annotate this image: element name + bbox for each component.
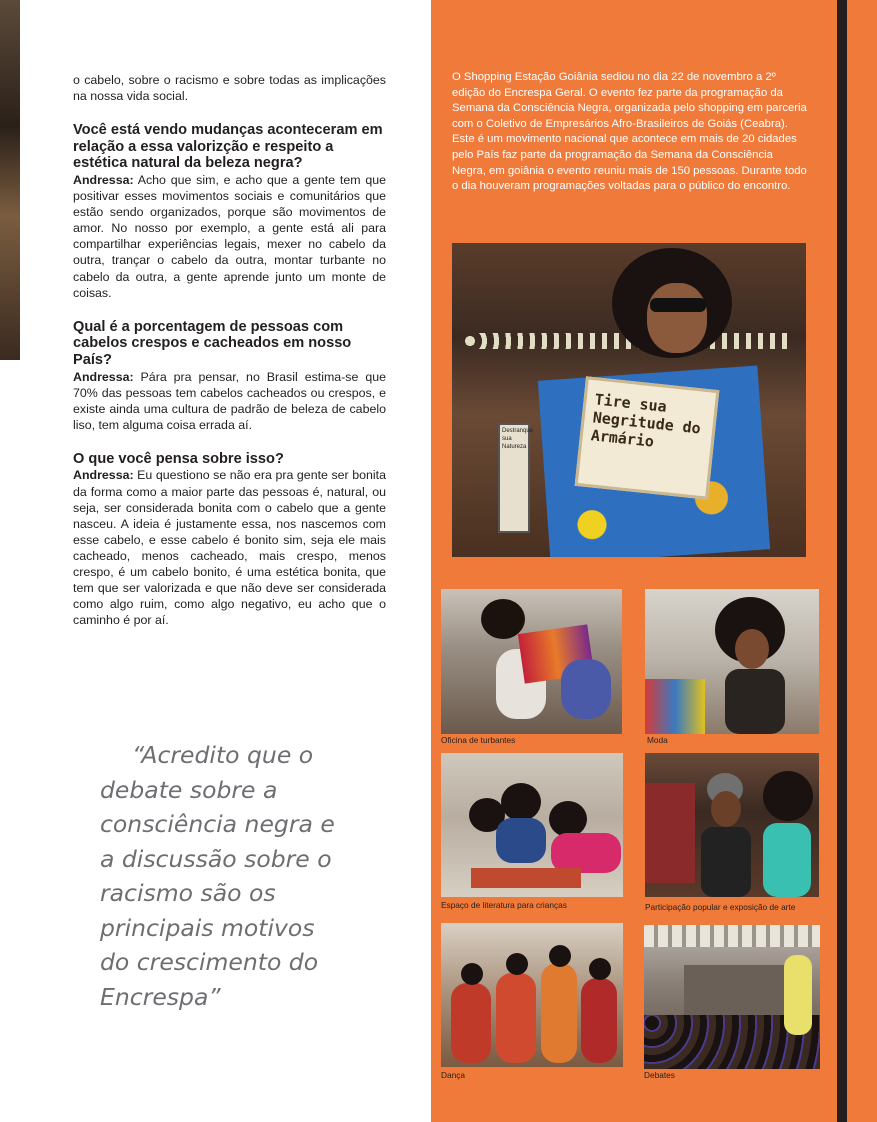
pull-quote-text: “Acredito que o debate sobre a consciência negra e a discussão sobre o racismo são os principais motivos do crescimento do Encrespa” bbox=[100, 741, 335, 1011]
answer-text: Eu questiono se não era pra gente ser bonita da forma como a maior parte das pessoas é, natural, ou seja, ser considerada bonita com o cabelo que a gente nasceu. A ideia é justamente essa, nos nascemos com esse cabelo, e esse cabelo é bonito sim, seja ele mais cacheado, menos cacheado, mais crespo, menos crespo, é um cabelo bonito, é uma estética bonita, que tem que ser valorizada e que não deve ser considerada como algo ruim, como algo negativo, eu acho que o caminho é por aí. bbox=[73, 468, 386, 628]
answer-3 bbox=[73, 467, 386, 628]
main-photo bbox=[452, 243, 806, 557]
cropped-photo-edge bbox=[0, 0, 20, 360]
caption-debates: Debates bbox=[644, 1070, 675, 1080]
caption-oficina-turbantes: Oficina de turbantes bbox=[441, 735, 516, 745]
photo-person-face bbox=[647, 283, 707, 353]
speaker-label: Andressa: bbox=[73, 468, 134, 483]
answer-1 bbox=[73, 172, 386, 301]
orange-edge-strip bbox=[847, 0, 877, 1122]
caption-danca: Dança bbox=[441, 1070, 465, 1080]
answer-text: Pára pra pensar, no Brasil estima-se que 70% das pessoas tem cabelos cacheados ou crespos, e existe ainda uma cultura de padrão de beleza de cabelo liso, tem alguma coisa errada aí. bbox=[73, 369, 386, 432]
answer-2 bbox=[73, 369, 386, 433]
photo-sign: Tire sua Negritude do Armário bbox=[575, 376, 720, 499]
interview-intro-text: o cabelo, sobre o racismo e sobre todas as implicações na nossa vida social. bbox=[73, 73, 386, 104]
photo-moda bbox=[645, 589, 819, 734]
photo-participacao-popular bbox=[645, 753, 819, 897]
caption-moda: Moda bbox=[647, 735, 668, 745]
pull-quote bbox=[100, 738, 340, 1014]
dark-vertical-bar bbox=[837, 0, 847, 1122]
photo-debates bbox=[644, 925, 820, 1069]
speaker-label: Andressa: bbox=[73, 172, 134, 187]
side-sign: Destranque sua Natureza bbox=[498, 423, 530, 533]
sidebar-intro-text: O Shopping Estação Goiânia sediou no dia 22 de novembro a 2º edição do Encrespa Geral. O evento fez parte da programação da Semana da Consciência Negra, organizada pelo shopping em parceria com o Coletivo de Empresários Afro-Brasileiros de Goiás (Ceabra). Este é um movimento nacional que acontece em mais de 20 cidades pelo País faz parte da programação da Semana da Consciência Negra, em goiânia o evento reuniu mais de 150 pessoas. Durante todo o dia houveram programações voltadas para o público do encontro. bbox=[452, 71, 807, 193]
photo-danca bbox=[441, 923, 623, 1067]
photo-oficina-turbantes bbox=[441, 589, 622, 734]
sunglasses bbox=[650, 298, 706, 312]
answer-text: Acho que sim, e acho que a gente tem que positivar esses movimentos sociais e comunitários que estão sendo organizados, porque são movimentos de amor. No nosso por exemplo, a gente está ali para compartilhar experiências legais, mexer no cabelo da outra, trançar o cabelo da outra, montar turbante no cabelo da outra, a gente aprende junto um monte de coisas. bbox=[73, 172, 386, 300]
caption-literatura-criancas: Espaço de literatura para crianças bbox=[441, 900, 567, 910]
question-1: Você está vendo mudanças aconteceram em relação a essa valorizção e respeito a estética natural da beleza negra? bbox=[73, 122, 383, 172]
speaker-label: Andressa: bbox=[73, 369, 134, 384]
photo-literatura-criancas bbox=[441, 753, 623, 897]
question-3: O que você pensa sobre isso? bbox=[73, 450, 284, 467]
question-2: Qual é a porcentagem de pessoas com cabelos crespos e cacheados em nosso País? bbox=[73, 318, 352, 368]
interview-column bbox=[73, 72, 386, 628]
caption-participacao-popular: Participação popular e exposição de arte bbox=[645, 902, 796, 912]
